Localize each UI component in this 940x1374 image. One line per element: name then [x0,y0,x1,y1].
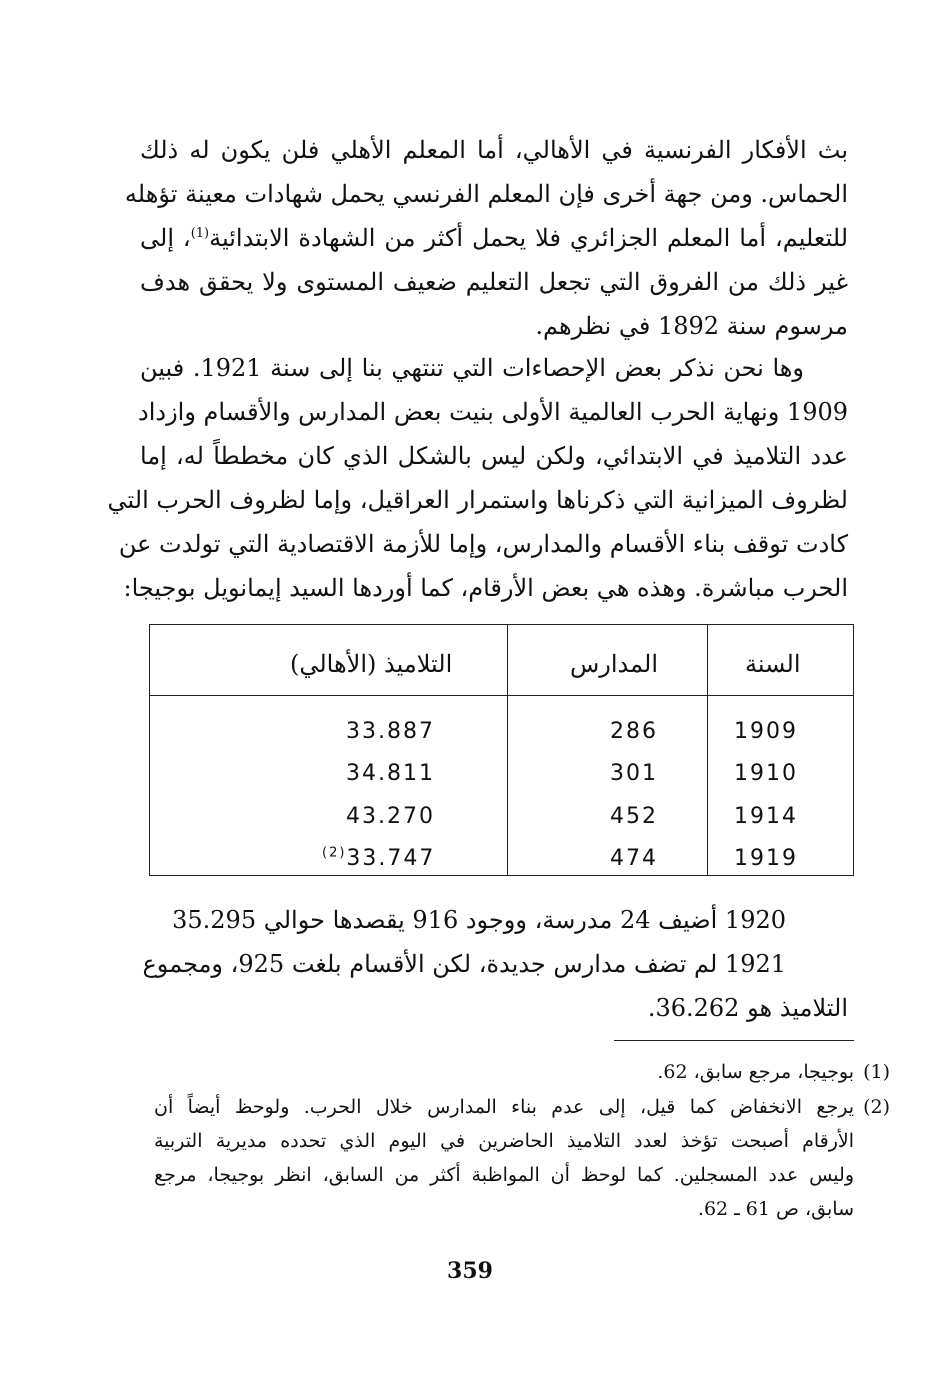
table-cell-schools: 474 [610,846,658,871]
paragraph-1-line-3 [140,216,848,260]
table-cell-year: 1909 [734,719,798,744]
table-cell-pupils: 43.270 [346,804,435,829]
paragraph-1-line-3-text: للتعليم، أما المعلم الجزائري فلا يحمل أكثر من الشهادة الابتدائية [209,224,849,252]
paragraph-2-line-1: وها نحن نذكر بعض الإحصاءات التي تنتهي بنا إلى سنة 1921. فبين [140,354,805,382]
footnote-2-line-2: الأرقام أصبحت تؤخذ لعدد التلاميذ الحاضرين في اليوم الذي تحدده مديرية التربية [154,1130,854,1152]
paragraph-2 [107,346,848,610]
paragraph-1-line-5: مرسوم سنة 1892 في نظرهم. [535,312,848,340]
footnote-2-line-1: يرجع الانخفاض كما قيل، إلى عدم بناء المدارس خلال الحرب. ولوحظ أيضاً أن [154,1096,854,1118]
paragraph-1 [124,128,849,348]
statistics-table [149,624,854,876]
table-cell-year: 1910 [734,761,798,786]
footnote-2-mark: (2) [863,1096,890,1118]
header-pupils: التلاميذ (الأهالي) [290,650,453,678]
page-number: 359 [447,1258,493,1284]
footnote-2 [154,1090,890,1226]
header-schools: المدارس [570,650,659,678]
after-table-line-2 [140,942,848,986]
after-table-line-1-text: 1920 أضيف 24 مدرسة، ووجود 916 يقصدها حوالي 35.295 [172,906,786,934]
table-cell-year: 1914 [734,804,798,829]
table-cell-schools: 301 [610,761,658,786]
table-cell-pupils: 34.811 [346,761,435,786]
table-cell-pupils: 33.887 [346,719,435,744]
paragraph-1-line-2: الحماس. ومن جهة أخرى فإن المعلم الفرنسي يحمل شهادات معينة تؤهله [124,180,848,208]
paragraph-1-line-3-tail: ، إلى [140,224,191,252]
paragraph-2-line-3: عدد التلاميذ في الابتدائي، ولكن ليس بالشكل الذي كان مخططاً له، إما [140,442,848,470]
paragraph-2-line-4: لظروف الميزانية التي ذكرناها واستمرار العراقيل، وإما لظروف الحرب التي [107,486,848,514]
after-table-line-3 [140,986,848,1030]
header-year: السنة [745,650,801,678]
table-column-divider [707,625,708,875]
paragraph-1-line-4: غير ذلك من الفروق التي تجعل التعليم ضعيف المستوى ولا يحقق هدف [140,268,848,296]
footnote-1-text: بوجيجا، مرجع سابق، 62. [657,1061,854,1083]
paragraph-2-line-2: 1909 ونهاية الحرب العالمية الأولى بنيت بعض المدارس والأقسام وازداد [138,398,848,426]
paragraph-2-line-5: كادت توقف بناء الأقسام والمدارس، وإما للأزمة الاقتصادية التي تولدت عن [118,530,848,558]
after-table-line-1 [140,898,848,942]
table-cell-pupils-value: 33.747 [346,846,436,871]
table-column-divider [507,625,508,875]
table-cell-year: 1919 [734,846,798,871]
after-table-line-2-text: 1921 لم تضف مدارس جديدة، لكن الأقسام بلغت 925، ومجموع [142,950,786,978]
footnote-1 [154,1055,890,1089]
table-cell-pupils [322,844,435,874]
footnote-ref-1: (1) [190,226,210,241]
footnote-1-mark: (1) [863,1061,890,1083]
table-cell-schools: 452 [610,804,658,829]
footnote-ref-2: (2) [322,845,347,861]
table-cell-schools: 286 [610,719,658,744]
paragraph-1-line-1: بث الأفكار الفرنسية في الأهالي، أما المعلم الأهلي فلن يكون له ذلك [140,136,848,164]
after-table-line-3-text: التلاميذ هو 36.262. [647,994,848,1022]
footnote-2-line-3: وليس عدد المسجلين. كما لوحظ أن المواظبة أكثر من السابق، انظر بوجيجا، مرجع [154,1164,854,1186]
footnote-divider [614,1040,854,1041]
paragraph-2-line-6: الحرب مباشرة. وهذه هي بعض الأرقام، كما أوردها السيد إيمانويل بوجيجا: [123,574,848,602]
footnote-2-line-4: سابق، ص 61 ـ 62. [697,1198,854,1220]
